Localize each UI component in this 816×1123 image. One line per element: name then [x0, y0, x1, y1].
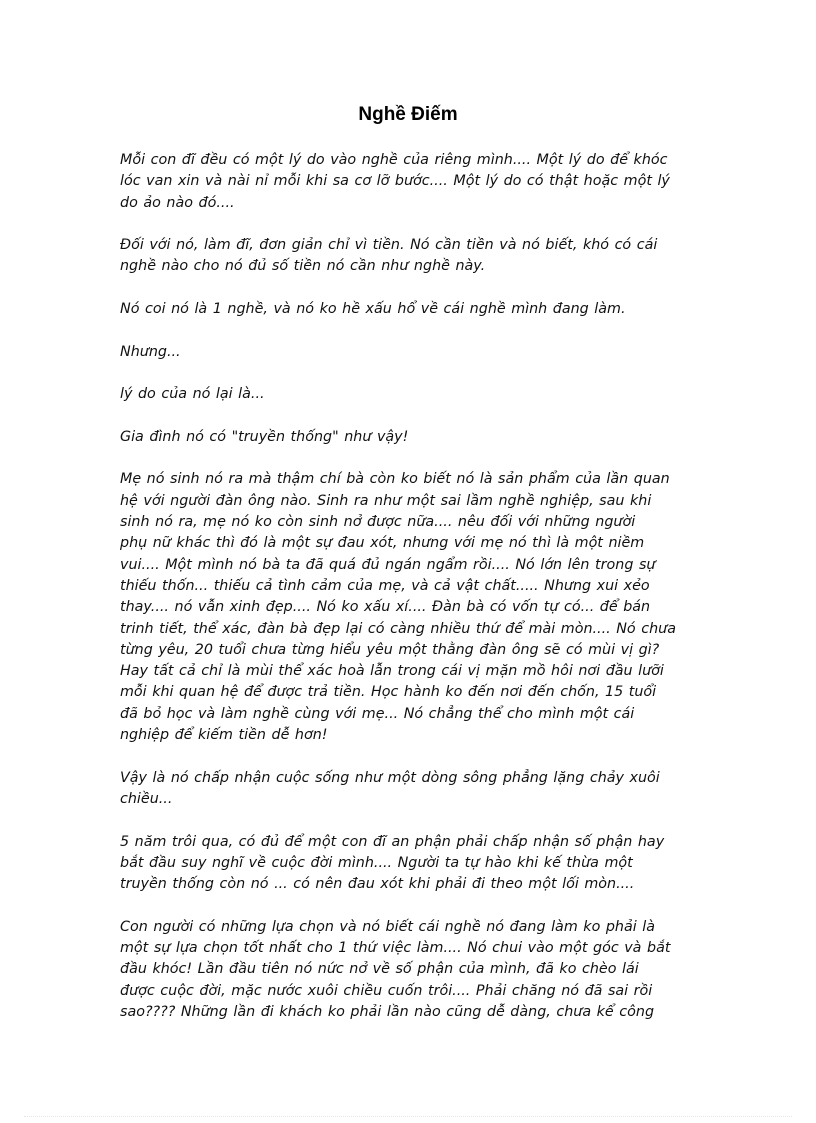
- paragraph-intro: Mỗi con đĩ đều có một lý do vào nghề của riêng mình.... Một lý do để khóc lóc van xin và nài nỉ mỗi khi sa cơ lỡ bước.... Một lý do có thật hoặc một lý do ảo nào đó....: [120, 152, 670, 211]
- paragraph-reason: lý do của nó lại là...: [120, 386, 265, 403]
- paragraph-profession: Nó coi nó là 1 nghề, và nó ko hề xấu hổ về cái nghề mình đang làm.: [120, 301, 626, 318]
- paragraph-five-years: 5 năm trôi qua, có đủ để một con đĩ an phận phải chấp nhận số phận hay bắt đầu suy nghĩ về cuộc đời mình.... Người ta tự hào khi kế thừa một truyền thống còn nó ... có nên đau xót khi phải đi theo một lối mòn....: [120, 833, 665, 893]
- paragraph-tradition: Gia đình nó có "truyền thống" như vậy!: [120, 428, 409, 445]
- page-bottom-edge: [24, 1116, 792, 1117]
- paragraph-mother: Mẹ nó sinh nó ra mà thậm chí bà còn ko biết nó là sản phẩm của lần quan hệ với người đàn ông nào. Sinh ra như một sai lầm nghề nghiệp, sau khi sinh nó ra, mẹ nó ko còn sinh nở được nữa.... nêu đối với những người phụ nữ khác thì đó là một sự đau xót, nhưng với mẹ nó thì là một niềm vui.... Một mình nó bà ta đã quá đủ ngán ngẩm rồi.... Nó lớn lên trong sự thiếu thốn... thiếu cả tình cảm của mẹ, và cả vật chất..... Nhưng xui xẻo thay.... nó vẫn xinh đẹp.... Nó ko xấu xí.... Đàn bà có vốn tự có... để bán trinh tiết, thể xác, đàn bà đẹp lại có càng nhiều thứ để mài mòn.... Nó chưa từng yêu, 20 tuổi chưa từng hiểu yêu một thằng đàn ông sẽ có mùi vị gì? Hay tất cả chỉ là mùi thể xác hoà lẫn trong cái vị mặn mồ hôi nơi đầu lưỡi mỗi khi quan hệ để được trả tiền. Học hành ko đến nơi đến chốn, 15 tuổi đã bỏ học và làm nghề cùng với mẹ... Nó chẳng thể cho mình một cái nghiệp để kiếm tiền dễ hơn!: [120, 471, 676, 744]
- document-body: [120, 150, 698, 1044]
- paragraph-money: Đối với nó, làm đĩ, đơn giản chỉ vì tiền. Nó cần tiền và nó biết, khó có cái nghề nào cho nó đủ số tiền nó cần như nghề này.: [120, 237, 658, 275]
- document-title: Nghề Điếm: [358, 104, 458, 125]
- paragraph-acceptance: Vậy là nó chấp nhận cuộc sống như một dòng sông phẳng lặng chảy xuôi chiều...: [120, 769, 660, 807]
- paragraph-choices: Con người có những lựa chọn và nó biết cái nghề nó đang làm ko phải là một sự lựa chọn tốt nhất cho 1 thứ việc làm.... Nó chui vào một góc và bắt đầu khóc! Lần đầu tiên nó nức nở về số phận của mình, đã ko chèo lái được cuộc đời, mặc nước xuôi chiều cuốn trôi.... Phải chăng nó đã sai rồi sao???? Những lần đi khách ko phải lần nào cũng dễ dàng, chưa kể công: [120, 918, 671, 1020]
- paragraph-but: Nhưng...: [120, 343, 181, 360]
